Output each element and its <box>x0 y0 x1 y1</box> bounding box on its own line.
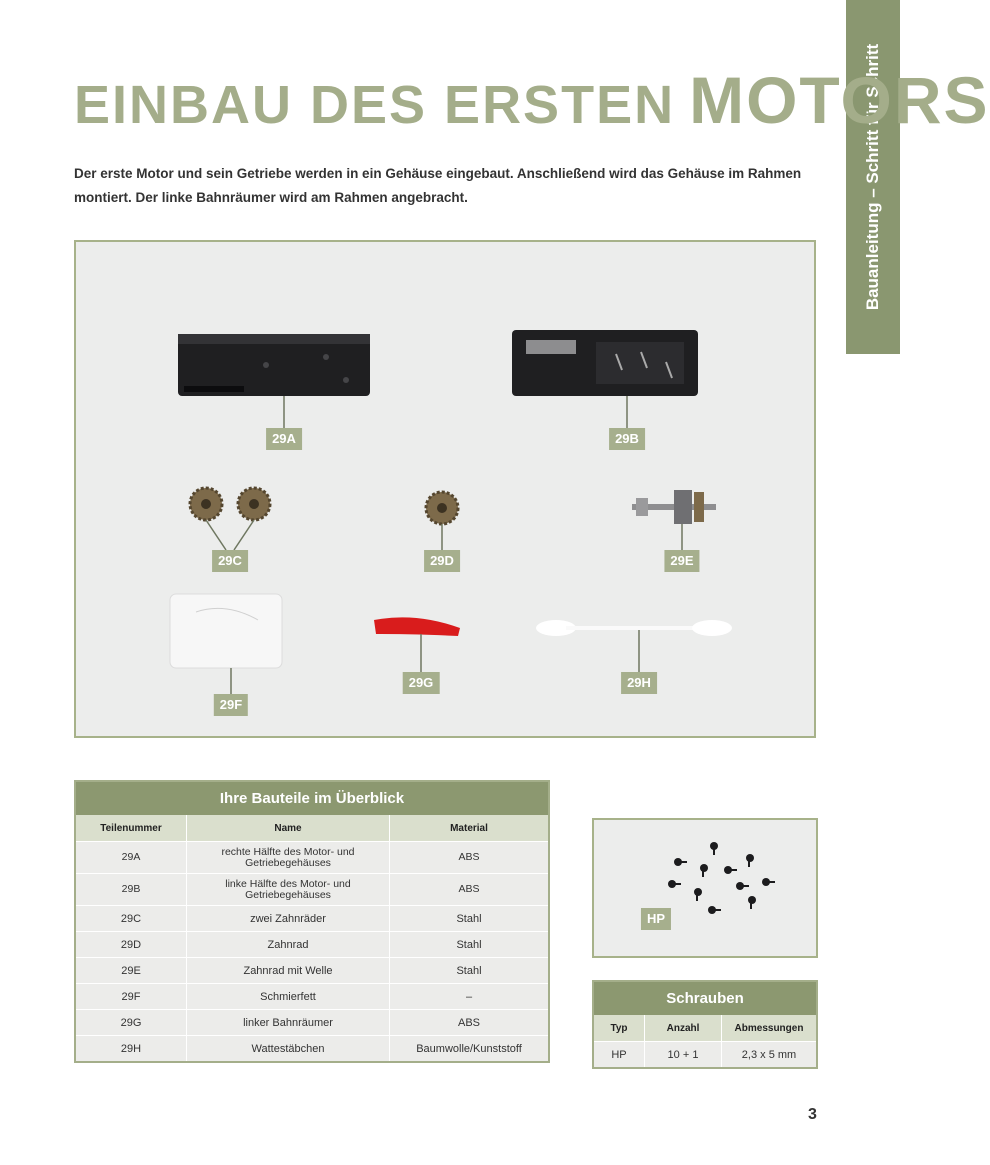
table-row <box>75 842 549 874</box>
table-row <box>75 906 549 932</box>
part-29e-image <box>632 490 716 550</box>
part-number: 29H <box>75 1036 187 1063</box>
screws-photo <box>592 818 818 958</box>
part-number: 29E <box>75 958 187 984</box>
title-part-2: MOTORS <box>689 63 990 137</box>
screw-size: 2,3 x 5 mm <box>722 1042 818 1069</box>
parts-photo <box>74 240 816 738</box>
label-29b: 29B <box>609 428 645 450</box>
part-number: 29G <box>75 1010 187 1036</box>
label-29e: 29E <box>664 550 699 572</box>
table-row <box>75 1010 549 1036</box>
label-29a: 29A <box>266 428 302 450</box>
part-material: Stahl <box>390 932 550 958</box>
part-name: Schmierfett <box>187 984 390 1010</box>
label-29h: 29H <box>621 672 657 694</box>
part-number: 29A <box>75 842 187 874</box>
part-material: ABS <box>390 874 550 906</box>
section-tab-label: Bauanleitung – Schritt für Schritt <box>863 43 882 311</box>
part-material: ABS <box>390 842 550 874</box>
parts-table <box>74 780 550 1063</box>
table-row <box>75 1036 549 1063</box>
table-row <box>593 1042 817 1069</box>
part-29f-image <box>170 594 282 694</box>
part-number: 29F <box>75 984 187 1010</box>
table-row <box>75 984 549 1010</box>
screws-table <box>592 980 818 1069</box>
part-29a-image <box>178 334 370 428</box>
label-29d: 29D <box>424 550 460 572</box>
parts-illustration <box>76 242 818 740</box>
label-29g: 29G <box>403 672 440 694</box>
column-header: Teilenummer <box>75 815 187 842</box>
part-material: ABS <box>390 1010 550 1036</box>
part-name: Zahnrad <box>187 932 390 958</box>
part-number: 29C <box>75 906 187 932</box>
part-name: linker Bahnräumer <box>187 1010 390 1036</box>
parts-table-title: Ihre Bauteile im Überblick <box>75 781 549 815</box>
column-header: Anzahl <box>645 1015 722 1042</box>
part-29h-image <box>536 620 732 674</box>
part-name: rechte Hälfte des Motor- und Getriebegehäuses <box>187 842 390 874</box>
part-29d-image <box>426 492 458 550</box>
part-name: Wattestäbchen <box>187 1036 390 1063</box>
part-material: Baumwolle/Kunststoff <box>390 1036 550 1063</box>
part-29c-image <box>190 488 270 550</box>
page-number: 3 <box>808 1106 817 1123</box>
part-material: – <box>390 984 550 1010</box>
table-row <box>75 874 549 906</box>
screw-type: HP <box>593 1042 645 1069</box>
part-material: Stahl <box>390 958 550 984</box>
part-material: Stahl <box>390 906 550 932</box>
part-29b-image <box>512 330 698 428</box>
page-title <box>74 62 990 138</box>
column-header: Abmessungen <box>722 1015 818 1042</box>
screws-table-title: Schrauben <box>593 981 817 1015</box>
part-name: Zahnrad mit Welle <box>187 958 390 984</box>
screws-image <box>668 842 775 914</box>
screws-illustration <box>594 820 820 960</box>
table-row <box>75 958 549 984</box>
title-part-1: EINBAU DES ERSTEN <box>74 75 676 135</box>
screw-count: 10 + 1 <box>645 1042 722 1069</box>
part-name: zwei Zahnräder <box>187 906 390 932</box>
table-row <box>75 932 549 958</box>
label-29c: 29C <box>212 550 248 572</box>
label-29f: 29F <box>214 694 248 716</box>
column-header: Typ <box>593 1015 645 1042</box>
column-header: Name <box>187 815 390 842</box>
column-header: Material <box>390 815 550 842</box>
section-tab <box>846 0 900 354</box>
label-hp: HP <box>641 908 671 930</box>
part-name: linke Hälfte des Motor- und Getriebegehäuses <box>187 874 390 906</box>
intro-text: Der erste Motor und sein Getriebe werden in ein Gehäuse eingebaut. Anschließend wird das Gehäuse im Rahmen montiert. Der linke Bahnräumer wird am Rahmen angebracht. <box>74 166 802 205</box>
part-number: 29B <box>75 874 187 906</box>
part-29g-image <box>374 617 460 674</box>
part-number: 29D <box>75 932 187 958</box>
